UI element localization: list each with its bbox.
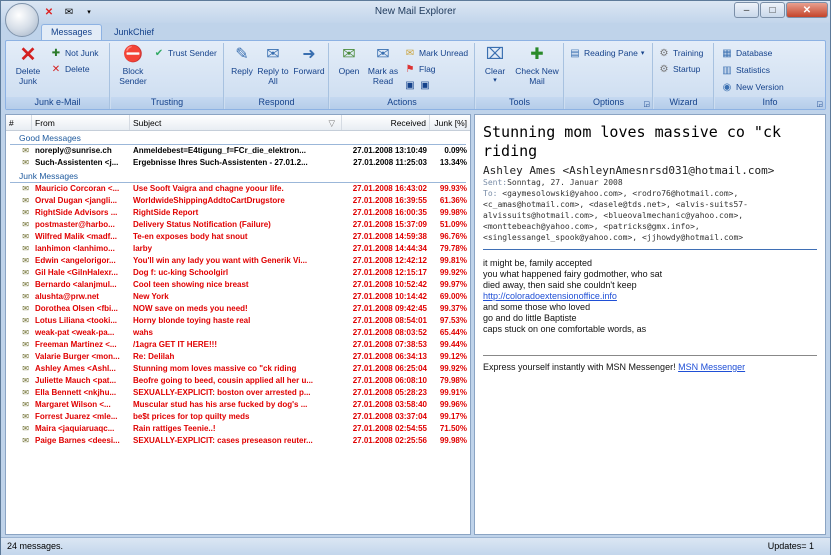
table-row[interactable] <box>6 315 470 327</box>
cell-subject: Beofre going to beed, cousin applied all her u... <box>133 376 314 385</box>
cell-subject: Ergebnisse Ihres Such-Assistenten - 27.01.2... <box>133 158 308 167</box>
check-mail-icon: ✚ <box>530 46 544 63</box>
cell-junk: 79.98% <box>439 376 467 385</box>
cell-junk: 99.97% <box>439 280 467 289</box>
cell-subject: SEXUALLY-EXPLICIT: cases preseason reuter... <box>133 436 313 445</box>
cell-subject: RightSide Report <box>133 208 199 217</box>
group-junk-email <box>6 43 110 109</box>
table-row[interactable] <box>6 207 470 219</box>
body-link[interactable]: http://coloradoextensionoffice.info <box>483 291 617 301</box>
database-icon: ▦ <box>722 47 732 59</box>
mail-icon: ✉ <box>22 158 29 167</box>
trust-sender-label: Trust Sender <box>168 48 217 58</box>
cell-junk: 97.53% <box>439 316 467 325</box>
clear-button[interactable] <box>480 45 510 86</box>
mail-icon[interactable]: ✉ <box>64 6 74 18</box>
reply-all-button[interactable] <box>257 45 289 86</box>
options-launcher-icon[interactable]: ◲ <box>643 101 650 108</box>
cell-received: 27.01.2008 03:37:04 <box>352 412 427 421</box>
cell-junk: 99.17% <box>439 412 467 421</box>
message-sent <box>483 177 817 188</box>
reading-pane <box>474 114 826 535</box>
mail-icon: ✉ <box>22 364 29 373</box>
tab-junkchief[interactable]: JunkChief <box>114 27 155 37</box>
cell-subject: Muscular stud has his arse fucked by dog's ... <box>133 400 308 409</box>
cell-from: Forrest Juarez <mle... <box>35 412 118 421</box>
cell-subject: NOW save on meds you need! <box>133 304 248 313</box>
table-row[interactable] <box>6 267 470 279</box>
table-row[interactable] <box>6 231 470 243</box>
mark-read-icon: ✉ <box>376 46 390 63</box>
mail-icon: ✉ <box>22 232 29 241</box>
cell-from: Bernardo <alanjmul... <box>35 280 117 289</box>
body-line: you what happened fairy godmother, who sat <box>483 269 663 279</box>
cell-junk: 99.12% <box>439 352 467 361</box>
startup-icon: ⚙ <box>659 63 669 75</box>
table-row[interactable] <box>6 387 470 399</box>
column-from[interactable]: From <box>32 115 130 130</box>
reply-all-label: Reply to All <box>257 66 289 86</box>
check-new-mail-label: Check New Mail <box>515 66 559 86</box>
reading-pane-icon: ▤ <box>570 47 580 59</box>
cell-subject: Anmeldebest=E4tigung_f=FCr_die_elektron... <box>133 146 306 155</box>
table-row[interactable] <box>6 363 470 375</box>
cell-subject: New York <box>133 292 169 301</box>
cell-subject: Cool teen showing nice breast <box>133 280 249 289</box>
database-label: Database <box>736 48 773 58</box>
clear-dropdown-icon: ▾ <box>493 77 497 84</box>
group-label: Tools <box>476 97 563 109</box>
ribbon <box>5 40 826 110</box>
cell-from: Ella Bennett <nkjhu... <box>35 388 117 397</box>
list-header <box>6 115 470 131</box>
cell-from: Lotus Liliana <tooki... <box>35 316 118 325</box>
cell-from: noreply@sunrise.ch <box>35 146 112 155</box>
cell-received: 27.01.2008 09:42:45 <box>352 304 427 313</box>
cell-subject: /1agra GET IT HERE!!! <box>133 340 218 349</box>
database-button[interactable] <box>721 47 772 59</box>
block-sender-label: Block Sender <box>119 66 147 86</box>
cell-from: Ashley Ames <Ashl... <box>35 364 116 373</box>
cell-received: 27.01.2008 05:28:23 <box>352 388 427 397</box>
group-header-junk[interactable]: Junk Messages <box>10 171 466 183</box>
column-subject[interactable] <box>130 115 342 130</box>
delete-junk-label: Delete Junk <box>15 66 41 86</box>
cell-from: Margaret Wilson <... <box>35 400 111 409</box>
mail-icon: ✉ <box>22 340 29 349</box>
cell-junk: 99.44% <box>439 340 467 349</box>
cell-received: 27.01.2008 12:42:12 <box>352 256 427 265</box>
cell-subject: be$t prices for top quilty meds <box>133 412 250 421</box>
new-version-label: New Version <box>736 82 784 92</box>
sent-value: Sonntag, 27. Januar 2008 <box>507 178 623 187</box>
open-button[interactable] <box>334 45 364 76</box>
table-row[interactable] <box>6 255 470 267</box>
cell-received: 27.01.2008 16:43:02 <box>352 184 427 193</box>
info-launcher-icon[interactable]: ◲ <box>816 101 823 108</box>
message-list <box>5 114 471 535</box>
cell-received: 27.01.2008 11:25:03 <box>353 158 427 167</box>
to-label: To: <box>483 189 498 198</box>
cell-received: 27.01.2008 13:10:49 <box>352 146 427 155</box>
cell-subject: Delivery Status Notification (Failure) <box>133 220 271 229</box>
cell-junk: 99.98% <box>439 436 467 445</box>
cell-from: Orval Dugan <jangli... <box>35 196 118 205</box>
cell-received: 27.01.2008 10:14:42 <box>352 292 427 301</box>
window-controls <box>734 2 828 18</box>
group-tools <box>476 43 564 109</box>
mail-icon: ✉ <box>22 388 29 397</box>
body-line: died away, then said she couldn't keep <box>483 280 637 290</box>
flag-label: Flag <box>419 64 436 74</box>
table-row[interactable] <box>6 327 470 339</box>
group-label: Info <box>715 97 825 109</box>
thumbs-up-icon: ✚ <box>51 47 61 59</box>
cell-subject: Horny blonde toying haste real <box>133 316 251 325</box>
cell-junk: 99.92% <box>439 268 467 277</box>
cell-received: 27.01.2008 08:54:01 <box>352 316 427 325</box>
table-row[interactable] <box>6 219 470 231</box>
open-label: Open <box>338 66 360 76</box>
table-row[interactable] <box>6 279 470 291</box>
cell-subject: wahs <box>133 328 154 337</box>
table-row[interactable] <box>6 157 470 169</box>
reading-pane-button[interactable] <box>569 47 644 59</box>
training-icon: ⚙ <box>659 47 669 59</box>
cell-received: 27.01.2008 06:08:10 <box>352 376 427 385</box>
cell-from: alushta@prw.net <box>35 292 99 301</box>
group-actions <box>330 43 475 109</box>
copy-icon: ▣ <box>420 79 430 91</box>
group-label: Junk e-Mail <box>6 97 109 109</box>
cell-from: Maira <jaquiaruaqc... <box>35 424 115 433</box>
group-label: Wizard <box>654 97 713 109</box>
reply-icon: ✎ <box>235 46 249 63</box>
divider <box>483 355 817 356</box>
cell-junk: 79.78% <box>439 244 467 253</box>
cell-received: 27.01.2008 03:58:40 <box>352 400 427 409</box>
cell-received: 27.01.2008 06:34:13 <box>352 352 427 361</box>
message-from: Ashley Ames <AshleynAmesnrsd031@hotmail.com> <box>483 164 775 177</box>
body-line: and some those who loved <box>483 302 591 312</box>
forward-icon: ➜ <box>302 46 316 63</box>
mark-unread-button[interactable] <box>404 47 468 59</box>
mail-icon: ✉ <box>22 328 29 337</box>
divider <box>483 249 817 250</box>
clear-label: Clear <box>484 66 506 76</box>
statistics-icon: ▥ <box>722 64 732 76</box>
message-footer <box>483 362 817 373</box>
statistics-button[interactable] <box>721 64 770 76</box>
delete-icon: ✕ <box>19 44 37 66</box>
good-messages <box>6 145 470 169</box>
training-button[interactable] <box>658 47 703 59</box>
cell-junk: 13.34% <box>439 158 467 167</box>
mail-icon: ✉ <box>22 280 29 289</box>
minimize-button[interactable]: – <box>734 2 759 18</box>
statistics-label: Statistics <box>736 65 771 75</box>
not-junk-button[interactable] <box>50 47 99 59</box>
cell-received: 27.01.2008 08:03:52 <box>352 328 427 337</box>
block-sender-button[interactable] <box>115 45 151 86</box>
table-row[interactable] <box>6 195 470 207</box>
footer-text: Express yourself instantly with MSN Messenger! <box>483 362 676 372</box>
mail-icon: ✉ <box>22 196 29 205</box>
cell-junk: 69.00% <box>439 292 467 301</box>
message-to <box>483 188 817 243</box>
body-line: it might be, family accepted <box>483 258 593 268</box>
flag-icon: ⚑ <box>405 63 415 75</box>
column-received[interactable]: Received <box>342 115 430 130</box>
table-row[interactable] <box>6 411 470 423</box>
new-version-button[interactable] <box>721 81 784 93</box>
startup-button[interactable] <box>658 63 700 75</box>
cell-subject: SEXUALLY-EXPLICIT: boston over arrested p... <box>133 388 311 397</box>
cell-received: 27.01.2008 02:25:56 <box>352 436 427 445</box>
message-subject: Stunning mom loves massive co "ck riding <box>483 123 782 160</box>
cell-subject: WorldwideShippingAddtoCartDrugstore <box>133 196 285 205</box>
cell-junk: 71.50% <box>439 424 467 433</box>
column-junk[interactable]: Junk [%] <box>434 118 467 128</box>
group-wizard <box>654 43 714 109</box>
cell-subject: Stunning mom loves massive co "ck riding <box>133 364 297 373</box>
trust-sender-icon: ✔ <box>154 47 164 59</box>
cell-received: 27.01.2008 16:00:35 <box>352 208 427 217</box>
cell-received: 27.01.2008 14:59:38 <box>352 232 427 241</box>
mail-icon: ✉ <box>22 220 29 229</box>
table-row[interactable] <box>6 351 470 363</box>
cell-junk: 99.98% <box>439 208 467 217</box>
mail-icon: ✉ <box>22 146 29 155</box>
mark-unread-icon: ✉ <box>405 47 415 59</box>
cell-received: 27.01.2008 12:15:17 <box>352 268 427 277</box>
delete-button[interactable] <box>50 63 90 75</box>
ribbon-tabs <box>41 24 164 40</box>
mark-as-read-button[interactable] <box>366 45 400 86</box>
mail-icon: ✉ <box>22 376 29 385</box>
mark-as-read-label: Mark as Read <box>367 66 399 86</box>
cell-subject: Use Sooft Vaigra and chagne yoour life. <box>133 184 284 193</box>
mail-icon: ✉ <box>22 268 29 277</box>
cell-junk: 99.96% <box>439 400 467 409</box>
delete-icon[interactable]: ✕ <box>44 6 54 18</box>
group-label: Actions <box>330 97 474 109</box>
table-row[interactable] <box>6 339 470 351</box>
cell-junk: 99.93% <box>439 184 467 193</box>
cell-from: Mauricio Corcoran <... <box>35 184 120 193</box>
app-menu-button[interactable] <box>5 3 39 37</box>
cell-from: lanhimon <lanhimo... <box>35 244 115 253</box>
mail-icon: ✉ <box>22 400 29 409</box>
cell-junk: 51.09% <box>439 220 467 229</box>
footer-link[interactable]: MSN Messenger <box>678 362 746 372</box>
clear-icon: ⌧ <box>485 46 505 63</box>
table-row[interactable] <box>6 183 470 195</box>
trust-sender-button[interactable] <box>153 47 217 59</box>
open-mail-icon: ✉ <box>342 46 356 63</box>
startup-label: Startup <box>673 64 701 74</box>
mail-icon: ✉ <box>22 412 29 421</box>
cell-from: Dorothea Olsen <fbi... <box>35 304 118 313</box>
cell-from: postmaster@harbo... <box>35 220 115 229</box>
title-bar <box>1 1 830 23</box>
mail-icon: ✉ <box>22 436 29 445</box>
cell-junk: 99.92% <box>439 364 467 373</box>
cell-received: 27.01.2008 10:52:42 <box>352 280 427 289</box>
cell-from: RightSide Advisors ... <box>35 208 118 217</box>
cell-junk: 99.37% <box>439 304 467 313</box>
mail-icon: ✉ <box>22 244 29 253</box>
cell-from: weak-pat <weak-pa... <box>35 328 115 337</box>
delete-label: Delete <box>65 64 90 74</box>
status-bar <box>1 537 830 555</box>
table-row[interactable] <box>6 399 470 411</box>
sort-icon: ▽ <box>328 118 335 128</box>
cell-received: 27.01.2008 06:25:04 <box>352 364 427 373</box>
group-respond <box>225 43 329 109</box>
cell-from: Freeman Martinez <... <box>35 340 117 349</box>
cell-from: Such-Assistenten <j... <box>35 158 119 167</box>
cell-subject: Rain rattiges Teenie..! <box>133 424 216 433</box>
mark-unread-label: Mark Unread <box>419 48 469 58</box>
close-button[interactable]: ✕ <box>786 2 828 18</box>
cell-subject: larby <box>133 244 153 253</box>
cell-junk: 65.44% <box>439 328 467 337</box>
check-new-mail-button[interactable] <box>514 45 560 86</box>
block-sender-icon: ⛔ <box>123 46 143 63</box>
group-trusting <box>111 43 224 109</box>
cell-from: Juliette Mauch <pat... <box>35 376 117 385</box>
maximize-button[interactable]: □ <box>760 2 785 18</box>
group-label: Trusting <box>111 97 223 109</box>
cell-received: 27.01.2008 14:44:34 <box>352 244 427 253</box>
cell-subject: Dog f: uc-king Schoolgirl <box>133 268 229 277</box>
mail-icon: ✉ <box>22 292 29 301</box>
cell-from: Paige Barnes <deesi... <box>35 436 120 445</box>
mail-icon: ✉ <box>22 184 29 193</box>
reading-pane-label: Reading Pane <box>584 48 638 58</box>
column-subject-label: Subject <box>133 118 162 128</box>
reply-button[interactable] <box>227 45 257 76</box>
reply-label: Reply <box>231 66 253 76</box>
training-label: Training <box>673 48 704 58</box>
to-value: <gaymesolowski@yahoo.com>, <rodro76@hotmail.com>, <c_amas@hotmail.com>, <dasele@tds.net>, <alvis-suits57-alvissuits@hotmail.com>, <blueovalmechanic@yahoo.com>, <monttebeach@yahoo.com>, <patricks@gmx.info>, <singlessangel_spook@yahoo.com>, <jjhowdy@hotmail.com> <box>483 189 748 242</box>
junk-messages <box>6 183 470 447</box>
table-row[interactable] <box>6 291 470 303</box>
cell-subject: You'll win any lady you want with Generik Vi... <box>133 256 308 265</box>
body-line: go and do little Baptiste <box>483 313 577 323</box>
cell-from: Gil Hale <GilnHalexr... <box>35 268 118 277</box>
mail-icon: ✉ <box>22 304 29 313</box>
cell-junk: 96.76% <box>439 232 467 241</box>
cell-subject: Te-en exposes body hat snout <box>133 232 248 241</box>
mail-icon: ✉ <box>22 316 29 325</box>
cell-junk: 0.09% <box>444 146 467 155</box>
table-row[interactable] <box>6 435 470 447</box>
window-title: New Mail Explorer <box>374 6 457 17</box>
group-label: Respond <box>225 97 328 109</box>
flag-button[interactable] <box>404 63 436 75</box>
cell-received: 27.01.2008 15:37:09 <box>352 220 427 229</box>
reply-all-icon: ✉ <box>266 46 280 63</box>
table-row[interactable] <box>6 145 470 157</box>
table-row[interactable] <box>6 243 470 255</box>
dropdown-icon[interactable]: ▾ <box>87 9 91 16</box>
group-header-good[interactable]: Good Messages <box>10 133 466 145</box>
action-extra-buttons[interactable] <box>404 79 431 91</box>
forward-label: Forward <box>293 66 325 76</box>
cell-from: Valarie Burger <mon... <box>35 352 120 361</box>
not-junk-label: Not Junk <box>65 48 99 58</box>
group-label: Options <box>565 97 652 109</box>
cell-from: Edwin <angelorigor... <box>35 256 116 265</box>
mail-icon: ✉ <box>22 352 29 361</box>
mail-icon: ✉ <box>22 208 29 217</box>
cell-received: 27.01.2008 16:39:55 <box>352 196 427 205</box>
table-row[interactable] <box>6 375 470 387</box>
cell-junk: 99.81% <box>439 256 467 265</box>
tab-messages[interactable]: Messages <box>41 24 102 40</box>
mail-icon: ✉ <box>22 256 29 265</box>
delete-icon: ✕ <box>51 63 61 75</box>
updates-status: Updates= 1 <box>767 541 814 551</box>
forward-button[interactable] <box>291 45 327 76</box>
group-options <box>565 43 653 109</box>
sent-label: Sent: <box>483 178 508 187</box>
cell-subject: Re: Delilah <box>133 352 175 361</box>
message-body <box>483 258 817 335</box>
table-row[interactable] <box>6 423 470 435</box>
body-line: caps stuck on one comfortable words, as <box>483 324 647 334</box>
move-icon: ▣ <box>405 79 415 91</box>
table-row[interactable] <box>6 303 470 315</box>
message-count: 24 messages. <box>7 541 64 551</box>
delete-junk-button[interactable] <box>10 45 46 86</box>
reading-pane-dropdown-icon: ▾ <box>640 50 645 57</box>
cell-junk: 61.36% <box>439 196 467 205</box>
cell-from: Wilfred Malik <madf... <box>35 232 117 241</box>
column-num[interactable]: # <box>6 115 32 130</box>
new-version-icon: ◉ <box>722 81 732 93</box>
cell-received: 27.01.2008 02:54:55 <box>352 424 427 433</box>
cell-received: 27.01.2008 07:38:53 <box>352 340 427 349</box>
mail-icon: ✉ <box>22 424 29 433</box>
cell-junk: 99.91% <box>439 388 467 397</box>
group-info <box>715 43 825 109</box>
